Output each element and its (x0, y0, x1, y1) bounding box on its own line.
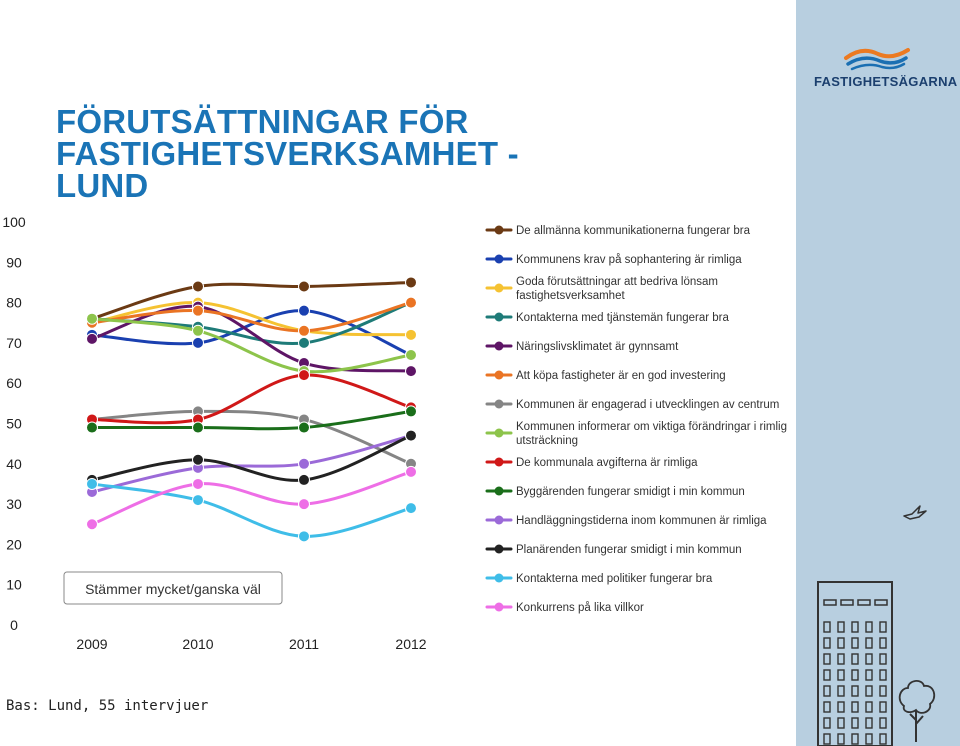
base-footnote: Bas: Lund, 55 intervjuer (6, 698, 209, 714)
bird-icon (902, 502, 928, 524)
legend-marker (495, 603, 504, 612)
y-tick-label: 30 (6, 496, 22, 513)
tree-icon (896, 676, 940, 744)
data-point (299, 305, 310, 316)
legend-item (487, 276, 718, 302)
page-title: FÖRUTSÄTTNINGAR FÖR FASTIGHETSVERKSAMHET - LUND (56, 103, 519, 204)
data-point (299, 422, 310, 433)
legend-label: Planärenden fungerar smidigt i min kommun (516, 544, 742, 556)
legend-marker (495, 226, 504, 235)
legend-item (487, 312, 729, 324)
legend-item (487, 225, 751, 237)
legend-marker (495, 400, 504, 409)
legend-label: Kommunens krav på sophantering är rimliga (516, 254, 742, 266)
legend-item (487, 421, 787, 447)
data-point (299, 474, 310, 485)
y-tick-label: 40 (6, 455, 22, 472)
data-point (193, 454, 204, 465)
legend-marker (495, 284, 504, 293)
data-point (193, 325, 204, 336)
series-line (92, 282, 411, 318)
y-tick-label: 100 (2, 214, 26, 230)
data-point (87, 478, 98, 489)
legend-marker (495, 342, 504, 351)
legend-label: Kontakterna med tjänstemän fungerar bra (516, 312, 729, 324)
x-tick-label: 2011 (288, 636, 320, 652)
legend-marker (495, 574, 504, 583)
data-point (193, 478, 204, 489)
legend-marker (495, 255, 504, 264)
callout-box (64, 572, 282, 604)
series-12 (87, 430, 417, 485)
data-point (87, 519, 98, 530)
y-tick-label: 20 (6, 536, 22, 553)
legend-label: Konkurrens på lika villkor (516, 602, 644, 614)
data-point (406, 366, 417, 377)
legend-marker (495, 516, 504, 525)
legend-item (487, 544, 742, 556)
legend-marker (495, 487, 504, 496)
data-point (406, 406, 417, 417)
brand-logo-icon (842, 44, 912, 72)
data-point (299, 325, 310, 336)
legend-label: Kontakterna med politiker fungerar bra (516, 573, 713, 585)
legend-item (487, 341, 679, 353)
data-point (406, 466, 417, 477)
data-point (299, 458, 310, 469)
y-tick-label: 90 (6, 254, 22, 271)
data-point (406, 430, 417, 441)
data-point (87, 422, 98, 433)
legend-item (487, 399, 779, 411)
legend-label: Byggärenden fungerar smidigt i min kommun (516, 486, 745, 498)
legend-item (487, 254, 742, 266)
legend-item (487, 573, 713, 585)
y-tick-label: 80 (6, 294, 22, 311)
data-point (299, 531, 310, 542)
legend-marker (495, 429, 504, 438)
series-line (92, 319, 411, 372)
data-point (406, 503, 417, 514)
y-tick-label: 60 (6, 375, 22, 392)
brand-name: FASTIGHETSÄGARNA (814, 74, 958, 89)
legend-label: Handläggningstiderna inom kommunen är rimliga (516, 515, 767, 527)
building-icon (814, 578, 898, 746)
data-point (87, 333, 98, 344)
y-tick-label: 70 (6, 334, 22, 351)
legend-item (487, 515, 767, 527)
legend-item (487, 602, 644, 614)
data-point (193, 281, 204, 292)
data-point (193, 422, 204, 433)
callout-text: Stämmer mycket/ganska väl (85, 581, 261, 597)
y-tick-label: 50 (6, 415, 22, 432)
legend-marker (495, 458, 504, 467)
data-point (406, 349, 417, 360)
data-point (299, 499, 310, 510)
data-point (406, 329, 417, 340)
legend-label: Näringslivsklimatet är gynnsamt (516, 341, 679, 353)
data-point (299, 370, 310, 381)
data-point (299, 281, 310, 292)
data-point (299, 337, 310, 348)
x-tick-label: 2012 (395, 636, 427, 652)
series-7 (87, 406, 417, 469)
series-line (92, 436, 411, 492)
legend-marker (495, 371, 504, 380)
legend-label: De allmänna kommunikationerna fungerar bra (516, 225, 750, 237)
legend-item (487, 486, 745, 498)
legend-label: Goda förutsättningar att bedriva lönsam fastighetsverksamhet (516, 276, 719, 302)
legend-label: Att köpa fastigheter är en god investering (516, 370, 726, 382)
legend-marker (495, 313, 504, 322)
series-10 (87, 406, 417, 433)
y-tick-label: 10 (6, 576, 22, 593)
data-point (406, 297, 417, 308)
x-tick-label: 2010 (182, 636, 214, 652)
y-tick-label: 0 (10, 617, 18, 633)
legend-item (487, 457, 698, 469)
legend-label: De kommunala avgifterna är rimliga (516, 457, 698, 469)
legend-marker (495, 545, 504, 554)
legend-label: Kommunen informerar om viktiga förändringar i rimlig utsträckning (516, 421, 787, 447)
data-point (406, 277, 417, 288)
legend-label: Kommunen är engagerad i utvecklingen av centrum (516, 399, 780, 411)
data-point (193, 305, 204, 316)
x-tick-label: 2009 (76, 636, 108, 652)
series-line (92, 484, 411, 536)
data-point (193, 337, 204, 348)
data-point (193, 495, 204, 506)
legend-item (487, 370, 726, 382)
data-point (87, 313, 98, 324)
